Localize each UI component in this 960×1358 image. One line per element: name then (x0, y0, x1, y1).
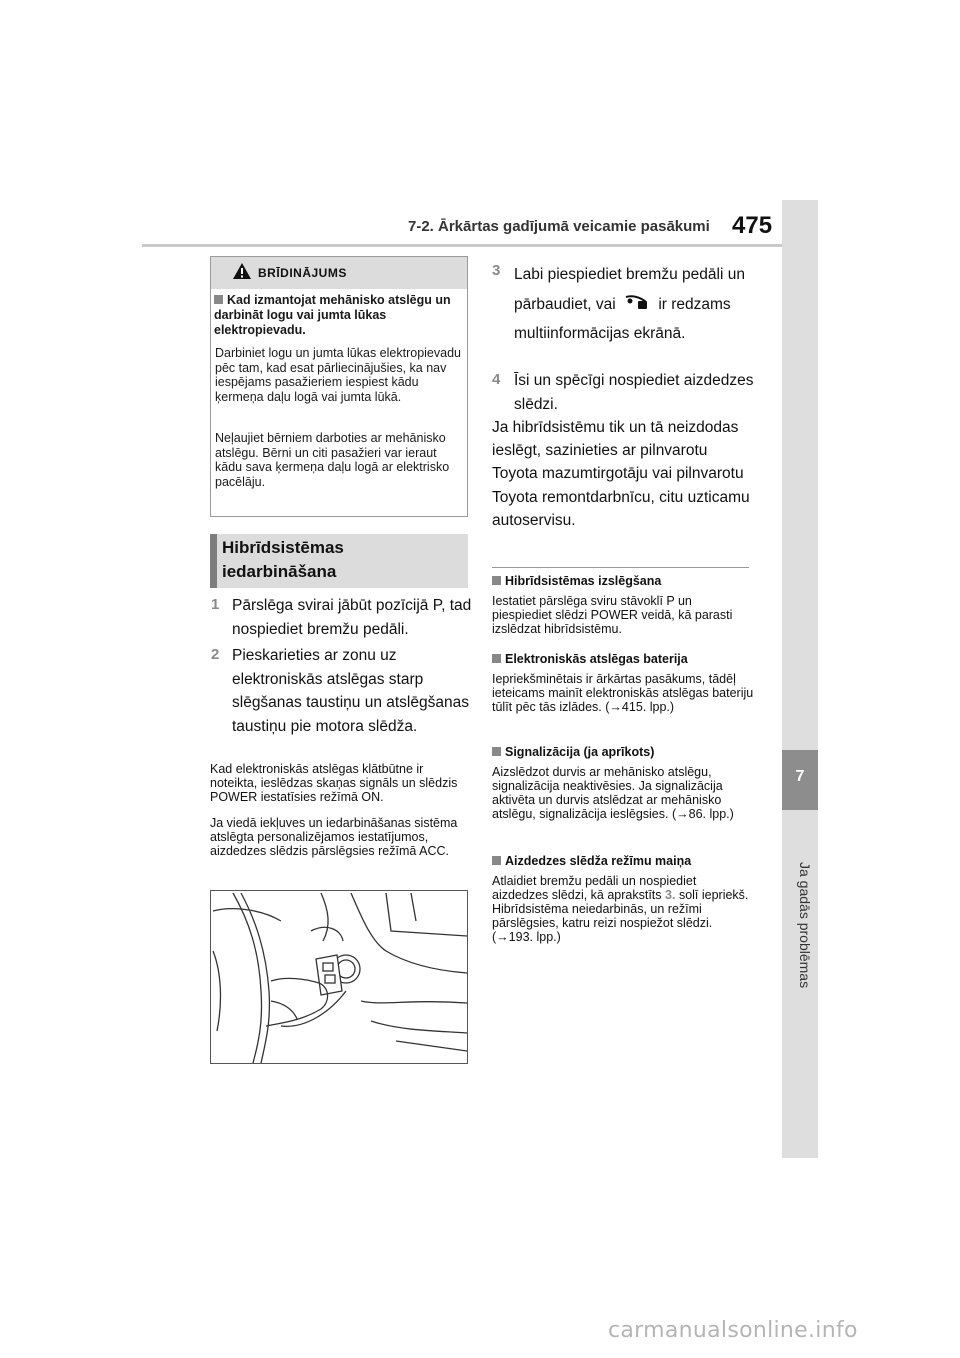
warning-title: BRĪDINĀJUMS (258, 266, 347, 280)
chapter-label (793, 862, 813, 989)
note-4-text (492, 874, 754, 944)
note-4-step-ref: 3. (665, 888, 676, 902)
section-heading: Hibrīdsistēmas iedarbināšana (222, 538, 344, 581)
illustration-drawing (211, 891, 467, 1063)
step-4-text: Īsi un spēcīgi nospiediet aizdedzes slēdzi. (514, 372, 754, 413)
note-3-heading-text: Signalizācija (ja aprīkots) (505, 745, 655, 759)
page-number: 475 (732, 212, 773, 239)
paragraph-smart-entry: Ja viedā iekļuves un iedarbināšanas sistēma atslēgta personalizējamos iestatījumos, aizdedzes slēdzis pārslēgsies režīmā ACC. (210, 816, 458, 858)
note-2-heading (492, 652, 688, 666)
step-4-number: 4 (492, 371, 501, 388)
ready-indicator-icon (624, 293, 650, 311)
chapter-side-tab (782, 200, 818, 1158)
paragraph-contact-dealer: Ja hibrīdsistēmu tik un tā neizdodas ieslēgt, sazinieties ar pilnvarotu Toyota mazumtirgotāju vai pilnvarotu Toyota remontdarbnīcu, citu uzticamu autoservisu. (492, 419, 750, 529)
header-divider (142, 244, 782, 247)
note-3-heading (492, 745, 654, 759)
warning-paragraph-1: Darbiniet logu un jumta lūkas elektropievadu pēc tam, kad esat pārliecinājušies, ka nav iespējams pasažieriem iespiest kādu ķermeņa daļu logā vai jumta lūkā. (215, 346, 461, 404)
notes-divider (492, 567, 749, 568)
section-heading-bar (210, 534, 217, 588)
chapter-number: 7 (795, 768, 805, 785)
note-4-text-after: solī iepriekš. Hibrīdsistēma neiedarbinās, un režīmi pārslēgsies, katru reizi nospiežot slēdzi. (→193. lpp.) (492, 888, 749, 944)
note-4-heading-text: Aizdedzes slēdža režīmu maiņa (505, 854, 692, 868)
note-2-text: Iepriekšminētais ir ārkārtas pasākums, tādēļ ieteicams mainīt elektroniskās atslēgas bateriju tūlīt pēc tās izlādes. (→415. lpp.) (492, 672, 754, 714)
warning-subtitle (214, 293, 462, 338)
step-3-text-before: Labi piespiediet bremžu pedāli un pārbaudiet, vai (514, 266, 745, 313)
note-4-text-before: Atlaidiet bremžu pedāli un nospiediet aizdedzes slēdzi, kā aprakstīts (492, 874, 697, 902)
step-1-number: 1 (211, 596, 220, 613)
note-1-heading-text: Hibrīdsistēmas izslēgšana (505, 574, 662, 588)
watermark: carmanualsonline.info (608, 1318, 858, 1343)
step-3-text-after: ir redzams multiinformācijas ekrānā. (514, 295, 731, 342)
square-bullet-icon (492, 576, 501, 585)
note-1-heading (492, 574, 661, 588)
note-2-heading-text: Elektroniskās atslēgas baterija (505, 652, 688, 666)
square-bullet-icon (214, 295, 223, 304)
step-3-number: 3 (492, 262, 501, 279)
step-2-number: 2 (211, 646, 220, 663)
step-3-text (514, 260, 754, 349)
warning-subtitle-text: Kad izmantojat mehānisko atslēgu un darbināt logu vai jumta lūkas elektropievadu. (214, 293, 451, 337)
paragraph-key-detected: Kad elektroniskās atslēgas klātbūtne ir noteikta, ieslēdzas skaņas signāls un slēdzis POWER iestatīsies režīmā ON. (210, 762, 458, 804)
square-bullet-icon (492, 747, 501, 756)
note-3-text: Aizslēdzot durvis ar mehānisko atslēgu, signalizācija neaktivēsies. Ja signalizācija aktivēta un durvis atslēdzat ar mehānisko atslēgu, signalizācija ieslēgsies. (→86. lpp.) (492, 765, 734, 821)
section-header: 7-2. Ārkārtas gadījumā veicamie pasākumi (408, 218, 710, 235)
warning-paragraph-2: Neļaujiet bērniem darboties ar mehānisko atslēgu. Bērni un citi pasažieri var ieraut kādu sava ķermeņa daļu logā ar elektrisko pacēlāju. (215, 431, 450, 489)
step-2-text: Pieskarieties ar zonu uz elektroniskās atslēgas starp slēgšanas taustiņu un atslēgšanas taustiņu pie motora slēdža. (232, 647, 469, 735)
note-4-heading (492, 854, 691, 868)
key-touching-switch-illustration (210, 890, 468, 1064)
step-1-text: Pārslēga svirai jābūt pozīcijā P, tad nospiediet bremžu pedāli. (232, 597, 472, 638)
chapter-label-text: Ja gadās problēmas (797, 862, 813, 989)
square-bullet-icon (492, 856, 501, 865)
note-1-text: Iestatiet pārslēga sviru stāvoklī P un piespiediet slēdzi POWER veidā, kā parasti izslēdzat hibrīdsistēmu. (492, 594, 733, 636)
square-bullet-icon (492, 654, 501, 663)
warning-triangle-icon (232, 262, 252, 280)
